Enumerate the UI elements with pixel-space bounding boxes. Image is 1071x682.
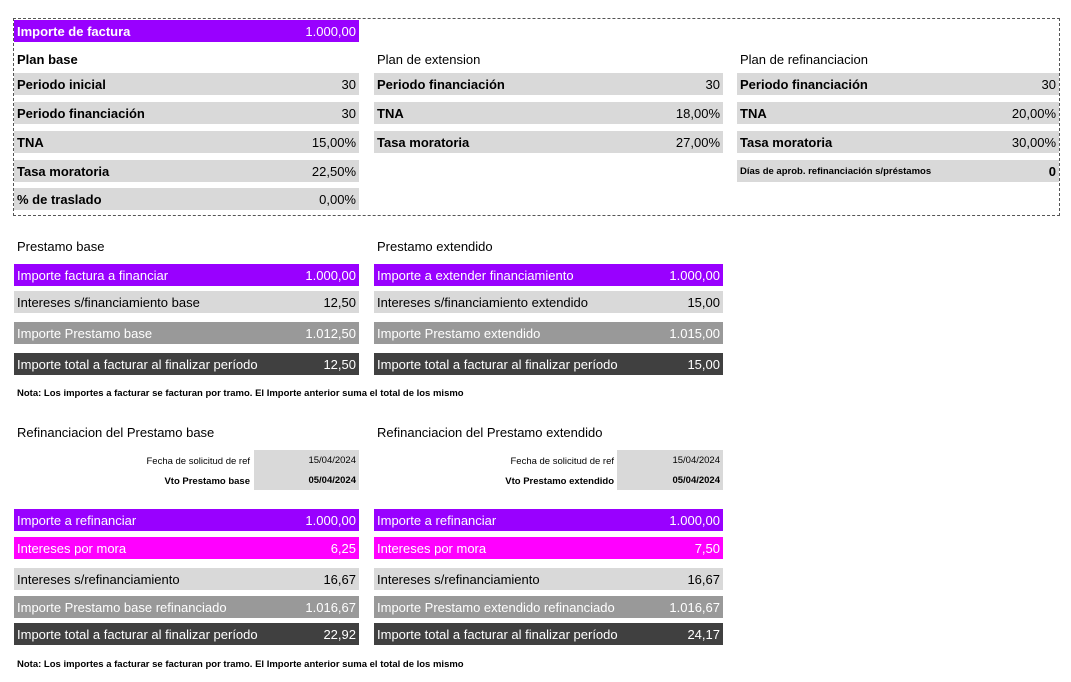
row-label: Tasa moratoria [17, 163, 110, 179]
plan-refi-row-periodo[interactable] [737, 73, 1059, 95]
row-label: Importe Prestamo base [17, 325, 153, 341]
row-label: Intereses s/financiamiento extendido [377, 294, 589, 310]
row-value: 12,50 [323, 356, 356, 372]
row-label: TNA [740, 105, 767, 121]
row-label: Tasa moratoria [377, 134, 470, 150]
plan-base-row-tna[interactable] [14, 131, 359, 153]
plan-extension-row-periodo[interactable] [374, 73, 723, 95]
row-value: 1.000,00 [305, 512, 356, 528]
refi-extendido-row-intereses-mora[interactable] [374, 537, 723, 559]
row-value: 30 [705, 76, 720, 92]
row-label: Importe total a facturar al finalizar período [17, 356, 258, 372]
row-value: 1.015,00 [669, 325, 720, 341]
refi-base-vto-value[interactable]: 05/04/2024 [254, 470, 359, 490]
row-value: 30,00% [1011, 134, 1056, 150]
row-label: Importe total a facturar al finalizar período [17, 626, 258, 642]
plan-refi-row-tasa-moratoria[interactable] [737, 131, 1059, 153]
prestamo-base-row-intereses[interactable] [14, 291, 359, 313]
row-label: Intereses s/financiamiento base [17, 294, 200, 310]
refi-extendido-title: Refinanciacion del Prestamo extendido [377, 425, 603, 440]
row-label: Importe factura a financiar [17, 267, 169, 283]
note-prestamos: Nota: Los importes a facturar se facturan por tramo. El Importe anterior suma el total de los mismo [17, 388, 464, 399]
invoice-amount-label: Importe de factura [17, 23, 131, 39]
row-value: 1.012,50 [305, 325, 356, 341]
refi-base-fecha-value[interactable]: 15/04/2024 [254, 450, 359, 470]
prestamo-extendido-row-importe-prestamo[interactable] [374, 322, 723, 344]
row-value: 30 [1041, 76, 1056, 92]
refi-extendido-vto-value[interactable]: 05/04/2024 [617, 470, 723, 490]
row-label: Importe a extender financiamiento [377, 267, 574, 283]
row-value: 15,00 [687, 294, 720, 310]
refi-extendido-row-importe-refinanciado[interactable] [374, 596, 723, 618]
plan-extension-row-tna[interactable] [374, 102, 723, 124]
row-value: 0,00% [319, 191, 356, 207]
row-value: 30 [341, 105, 356, 121]
plan-extension-row-tasa-moratoria[interactable] [374, 131, 723, 153]
row-value: 1.016,67 [305, 599, 356, 615]
invoice-amount-value: 1.000,00 [305, 23, 356, 39]
row-label: Importe total a facturar al finalizar período [377, 356, 618, 372]
prestamo-extendido-row-importe[interactable] [374, 264, 723, 286]
row-value: 1.000,00 [669, 512, 720, 528]
row-label: Importe Prestamo extendido refinanciado [377, 599, 615, 615]
row-value: 20,00% [1011, 105, 1056, 121]
row-value: 30 [341, 76, 356, 92]
prestamo-extendido-row-intereses[interactable] [374, 291, 723, 313]
row-label: Intereses s/refinanciamiento [17, 571, 180, 587]
refi-extendido-fecha-value[interactable]: 15/04/2024 [617, 450, 723, 470]
row-value: 24,17 [687, 626, 720, 642]
refi-extendido-row-total[interactable] [374, 623, 723, 645]
refi-extendido-row-intereses-refi[interactable] [374, 568, 723, 590]
prestamo-base-row-importe[interactable] [14, 264, 359, 286]
refi-extendido-row-importe[interactable] [374, 509, 723, 531]
refi-base-title: Refinanciacion del Prestamo base [17, 425, 215, 440]
row-label: Periodo financiación [17, 105, 145, 121]
row-value: 1.000,00 [669, 267, 720, 283]
row-value: 0 [1048, 163, 1056, 179]
row-label: Intereses s/refinanciamiento [377, 571, 540, 587]
refi-base-row-intereses-mora[interactable] [14, 537, 359, 559]
row-label: Importe total a facturar al finalizar período [377, 626, 618, 642]
prestamo-base-row-importe-prestamo[interactable] [14, 322, 359, 344]
note-refinanciacion: Nota: Los importes a facturar se facturan por tramo. El Importe anterior suma el total de los mismo [17, 659, 464, 670]
invoice-amount-row[interactable] [14, 20, 359, 42]
row-label: Importe Prestamo base refinanciado [17, 599, 227, 615]
refi-base-row-total[interactable] [14, 623, 359, 645]
plan-base-title: Plan base [17, 52, 78, 67]
row-value: 15,00 [687, 356, 720, 372]
row-label: Intereses por mora [377, 540, 487, 556]
row-value: 18,00% [675, 105, 720, 121]
row-value: 15,00% [311, 134, 356, 150]
row-label: TNA [17, 134, 44, 150]
plan-refi-row-tna[interactable] [737, 102, 1059, 124]
row-value: 1.000,00 [305, 267, 356, 283]
plan-base-row-traslado[interactable] [14, 188, 359, 210]
row-label: Intereses por mora [17, 540, 127, 556]
plan-refi-row-dias-aprob[interactable] [737, 160, 1059, 182]
refi-base-vto-label: Vto Prestamo base [164, 476, 250, 487]
refi-extendido-vto-label: Vto Prestamo extendido [505, 476, 614, 487]
plan-extension-title: Plan de extension [377, 52, 481, 67]
row-label: Importe a refinanciar [377, 512, 497, 528]
row-value: 12,50 [323, 294, 356, 310]
row-label: Días de aprob. refinanciación s/préstamos [740, 165, 932, 177]
row-value: 27,00% [675, 134, 720, 150]
row-value: 6,25 [330, 540, 356, 556]
row-label: Importe a refinanciar [17, 512, 137, 528]
refi-extendido-fecha-label: Fecha de solicitud de ref [510, 456, 614, 467]
plan-base-row-periodo-financiacion[interactable] [14, 102, 359, 124]
row-label: Periodo financiación [377, 76, 505, 92]
refi-base-row-importe[interactable] [14, 509, 359, 531]
plan-refinanciacion-title: Plan de refinanciacion [740, 52, 868, 67]
row-label: Periodo inicial [17, 76, 106, 92]
plan-base-row-periodo-inicial[interactable] [14, 73, 359, 95]
row-label: % de traslado [17, 191, 102, 207]
row-label: Periodo financiación [740, 76, 868, 92]
refi-base-row-importe-refinanciado[interactable] [14, 596, 359, 618]
row-value: 22,50% [311, 163, 356, 179]
plan-base-row-tasa-moratoria[interactable] [14, 160, 359, 182]
row-label: Tasa moratoria [740, 134, 833, 150]
row-label: TNA [377, 105, 404, 121]
row-label: Importe Prestamo extendido [377, 325, 541, 341]
row-value: 22,92 [323, 626, 356, 642]
row-value: 7,50 [694, 540, 720, 556]
refi-base-fecha-label: Fecha de solicitud de ref [146, 456, 250, 467]
prestamo-base-row-total[interactable] [14, 353, 359, 375]
row-value: 16,67 [687, 571, 720, 587]
refi-base-row-intereses-refi[interactable] [14, 568, 359, 590]
row-value: 16,67 [323, 571, 356, 587]
row-value: 1.016,67 [669, 599, 720, 615]
prestamo-extendido-row-total[interactable] [374, 353, 723, 375]
prestamo-extendido-title: Prestamo extendido [377, 239, 493, 254]
prestamo-base-title: Prestamo base [17, 239, 105, 254]
